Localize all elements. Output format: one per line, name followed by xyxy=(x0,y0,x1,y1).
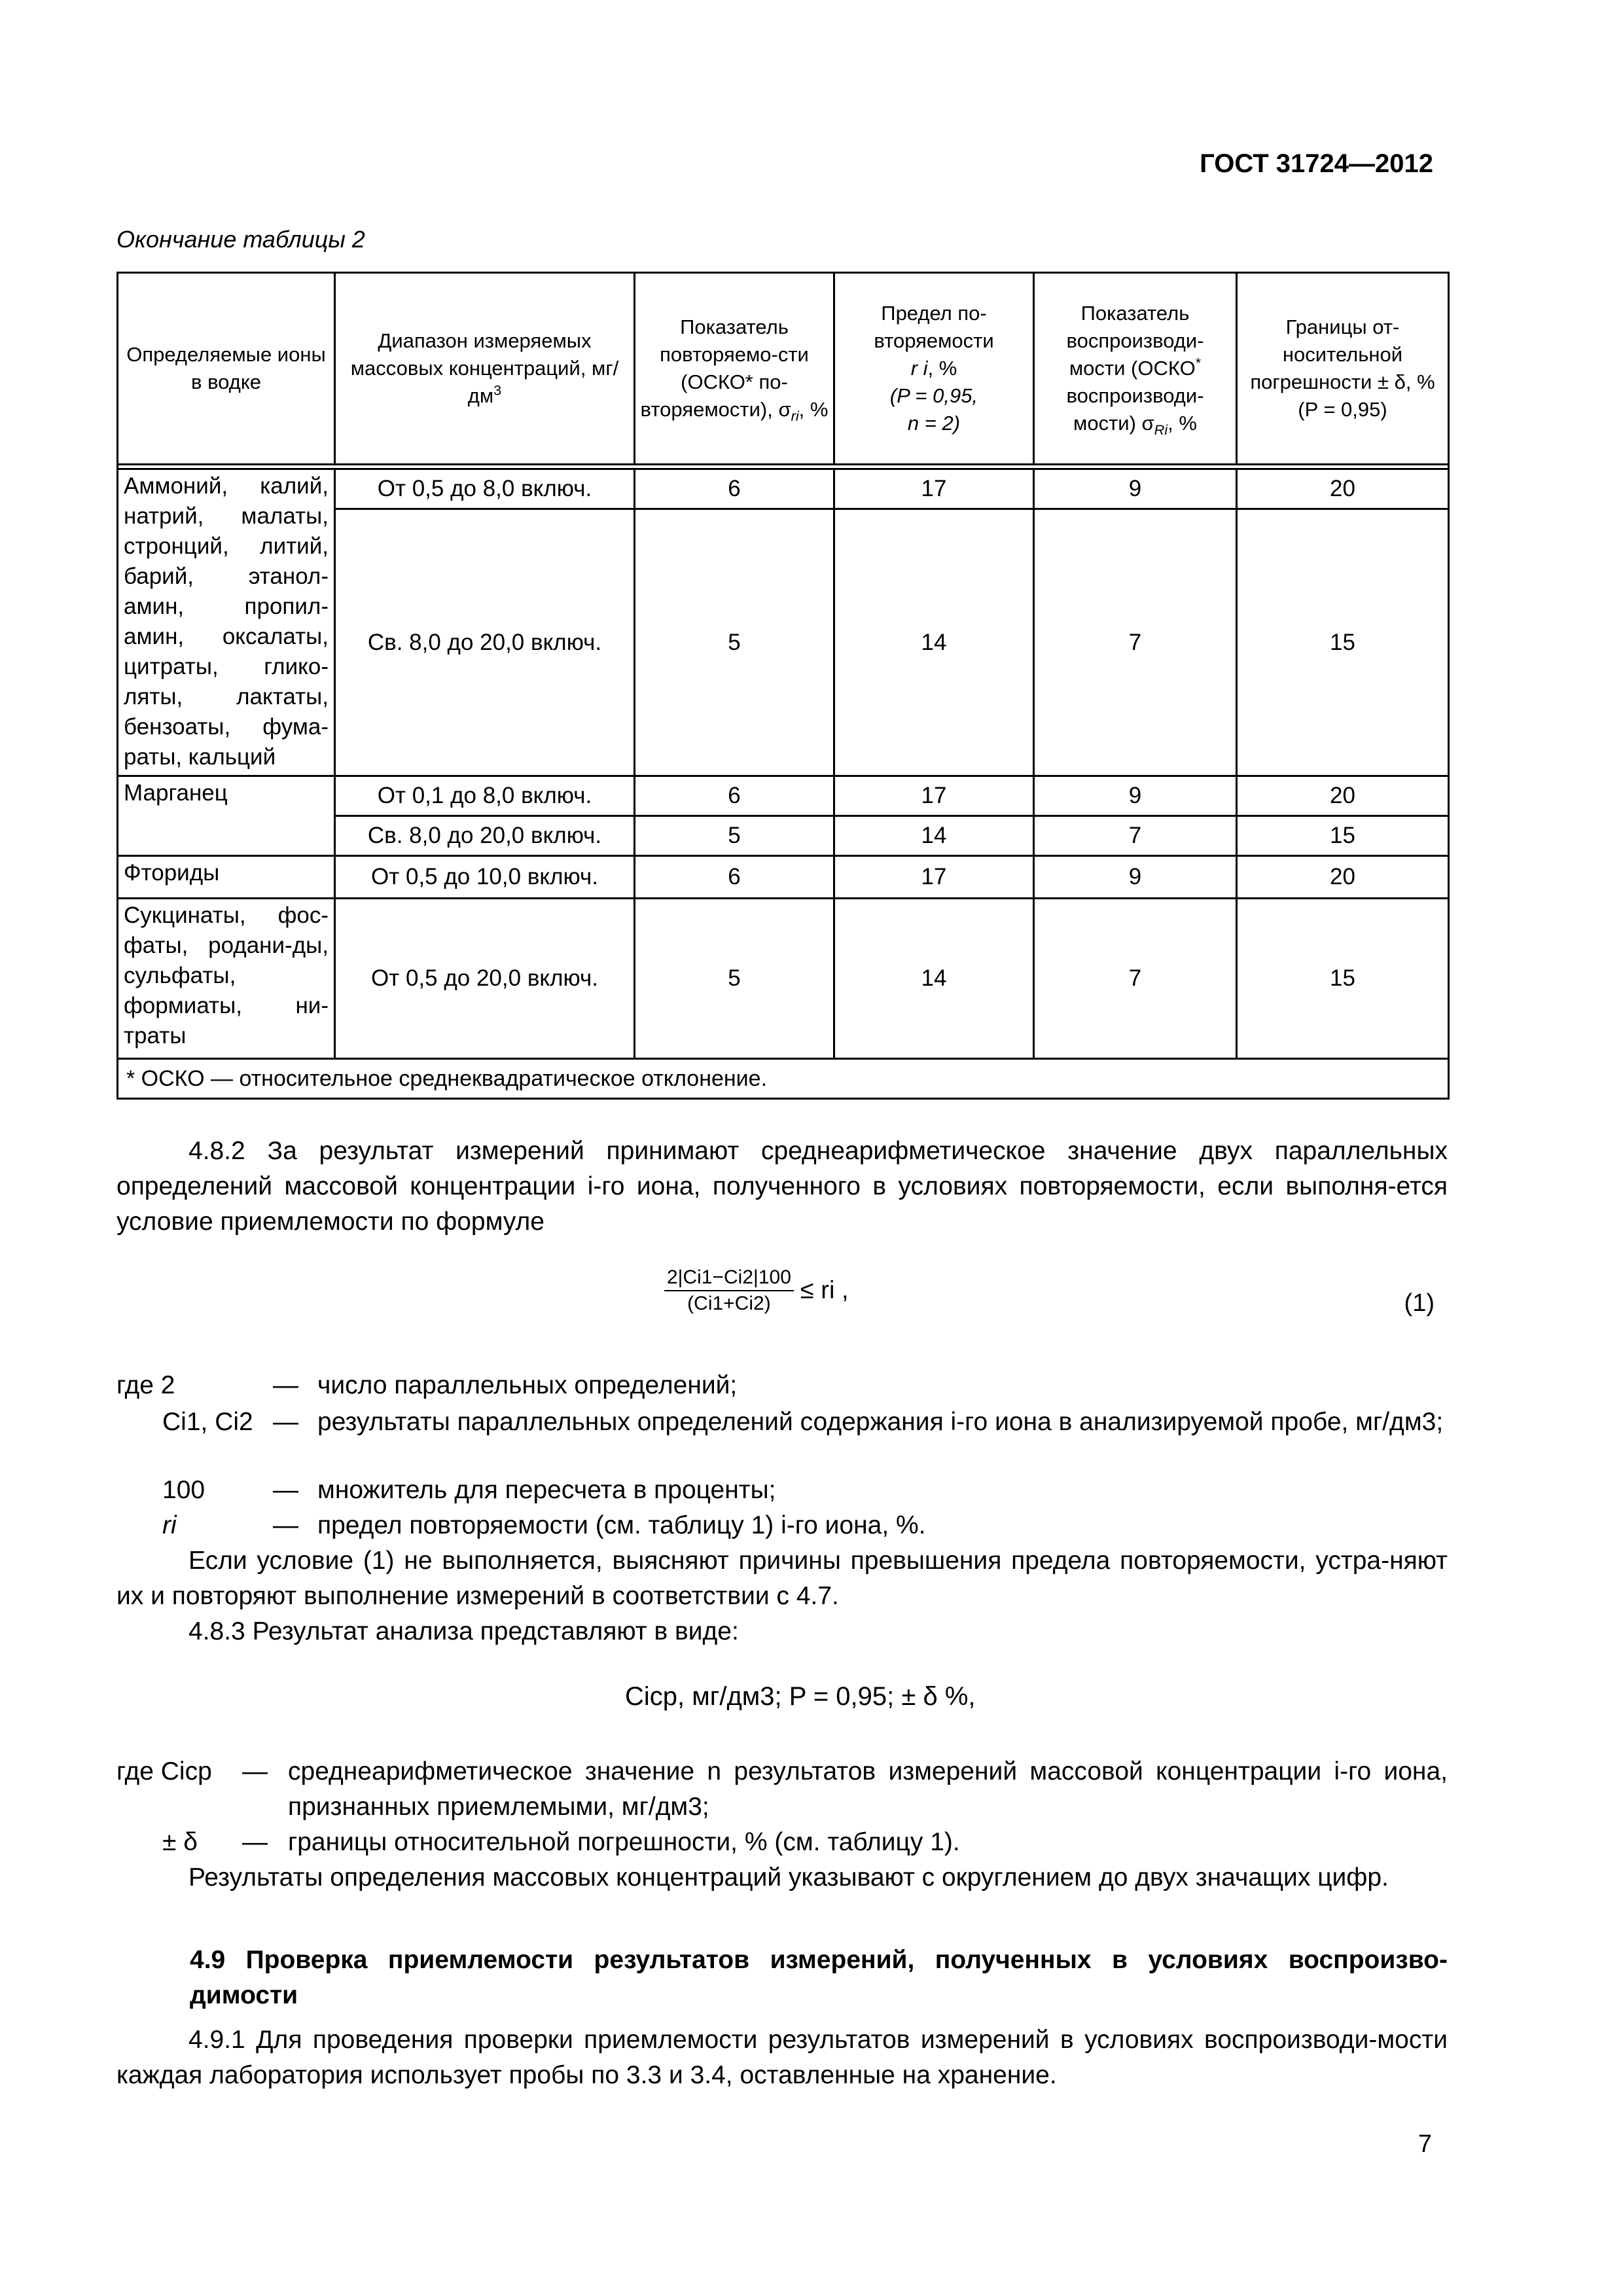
formula-1-rhs: ≤ ri , xyxy=(800,1276,849,1304)
col-header-repeatability-limit: Предел по-вторяемости r i, % (P = 0,95, n = 2) xyxy=(834,273,1034,465)
sR-cell: 9 xyxy=(1034,856,1237,899)
where2-desc-1: границы относительной погрешности, % (см. таблицу 1). xyxy=(288,1828,960,1856)
r-cell: 17 xyxy=(834,856,1034,899)
table-footnote-row xyxy=(118,1059,1449,1099)
sr-cell: 6 xyxy=(635,469,834,509)
paragraph-4-8-3: 4.8.3 Результат анализа представляют в виде: xyxy=(188,1617,739,1645)
document-header: ГОСТ 31724—2012 xyxy=(1200,149,1433,178)
where-dash-0: — xyxy=(273,1371,298,1399)
where2-dash-1: — xyxy=(242,1828,268,1856)
sr-cell: 5 xyxy=(635,899,834,1059)
section-4-9-heading: 4.9 Проверка приемлемости результатов измерений, полученных в условиях воспроизво-димости xyxy=(190,1946,1448,2009)
table-caption: Окончание таблицы 2 xyxy=(116,226,365,253)
ions-cell: Фториды xyxy=(118,856,335,899)
table-footnote: * ОСКО — относительное среднеквадратическое отклонение. xyxy=(118,1059,1449,1099)
col-header-ions: Определяемые ионы в водке xyxy=(118,273,335,465)
where-sym-3: ri xyxy=(162,1511,177,1539)
sR-cell: 9 xyxy=(1034,469,1237,509)
sr-cell: 6 xyxy=(635,856,834,899)
where2-sym-0: где Ciср xyxy=(116,1757,212,1785)
where-dash-2: — xyxy=(273,1476,298,1504)
where2-sym-1: ± δ xyxy=(162,1828,198,1856)
formula-1-denominator: (Ci1+Ci2) xyxy=(687,1293,771,1314)
paragraph-if-not: Если условие (1) не выполняется, выясняют причины превышения предела повторяемости, устра-няют их и повторяют выполнение измерений в соответствии с 4.7. xyxy=(116,1547,1448,1610)
where-desc-1: результаты параллельных определений содержания i-го иона в анализируемой пробе, мг/дм3; xyxy=(317,1408,1444,1436)
formula-2: Ciср, мг/дм3; P = 0,95; ± δ %, xyxy=(625,1682,976,1711)
delta-cell: 15 xyxy=(1237,509,1449,776)
where-sym-0: где 2 xyxy=(116,1371,175,1399)
delta-cell: 20 xyxy=(1237,776,1449,816)
where-dash-3: — xyxy=(273,1511,298,1539)
sR-cell: 9 xyxy=(1034,776,1237,816)
formula-1 xyxy=(664,1266,849,1315)
page-number: 7 xyxy=(1418,2130,1432,2158)
where2-dash-0: — xyxy=(242,1757,268,1785)
delta-cell: 20 xyxy=(1237,856,1449,899)
where-desc-2: множитель для пересчета в проценты; xyxy=(317,1476,776,1504)
sR-cell: 7 xyxy=(1034,899,1237,1059)
sr-cell: 5 xyxy=(635,509,834,776)
range-cell: От 0,5 до 8,0 включ. xyxy=(335,469,635,509)
range-cell: От 0,5 до 10,0 включ. xyxy=(335,856,635,899)
where2-desc-0: среднеарифметическое значение n результатов измерений массовой концентрации i-го иона, признанных приемлемыми, мг/дм3; xyxy=(288,1757,1448,1821)
table-2 xyxy=(116,272,1450,1100)
delta-cell: 20 xyxy=(1237,469,1449,509)
sr-cell: 6 xyxy=(635,776,834,816)
col-header-repeatability-index: Показатель повторяемо-сти (ОСКО* по-вторяемости), $\sigma_{ri}$, % xyxy=(635,273,834,465)
range-cell: Св. 8,0 до 20,0 включ. xyxy=(335,816,635,856)
table-header-row xyxy=(118,273,1449,465)
r-cell: 14 xyxy=(834,899,1034,1059)
delta-cell: 15 xyxy=(1237,816,1449,856)
ions-cell: Марганец xyxy=(118,776,335,856)
sr-cell: 5 xyxy=(635,816,834,856)
sR-cell: 7 xyxy=(1034,509,1237,776)
range-cell: От 0,1 до 8,0 включ. xyxy=(335,776,635,816)
paragraph-4-8-2: 4.8.2 За результат измерений принимают среднеарифметическое значение двух параллельных определений массовой концентрации i-го иона, полученного в условиях повторяемости, если выполня-ется условие приемлемости по формуле xyxy=(116,1137,1448,1236)
where-desc-3: предел повторяемости (см. таблицу 1) i-го иона, %. xyxy=(317,1511,926,1539)
header-separator xyxy=(118,465,1449,469)
where-desc-0: число параллельных определений; xyxy=(317,1371,738,1399)
where-sym-1: Ci1, Ci2 xyxy=(162,1408,253,1436)
table-row xyxy=(118,899,1449,1059)
r-cell: 14 xyxy=(834,816,1034,856)
col-header-error-bounds: Границы от-носительной погрешности ± δ, % (P = 0,95) xyxy=(1237,273,1449,465)
formula-1-number: (1) xyxy=(1404,1289,1435,1317)
formula-1-fraction xyxy=(664,1266,794,1315)
ions-cell: Сукцинаты, фос-фаты, родани-ды, сульфаты, формиаты, ни-траты xyxy=(118,899,335,1059)
sR-cell: 7 xyxy=(1034,816,1237,856)
table-row xyxy=(118,469,1449,509)
table-row xyxy=(118,776,1449,816)
range-cell: Св. 8,0 до 20,0 включ. xyxy=(335,509,635,776)
where-dash-1: — xyxy=(273,1408,298,1436)
paragraph-4-9-1: 4.9.1 Для проведения проверки приемлемости результатов измерений в условиях воспроизводи-мости каждая лаборатория использует пробы по 3.3 и 3.4, оставленные на хранение. xyxy=(116,2026,1448,2089)
col-header-reproducibility-index: Показатель воспроизводи-мости (ОСКО* воспроизводи-мости) $\sigma_{Ri}$, % xyxy=(1034,273,1237,465)
delta-cell: 15 xyxy=(1237,899,1449,1059)
r-cell: 17 xyxy=(834,469,1034,509)
ions-cell: Аммоний, калий, натрий, малаты, стронций, литий, барий, этанол-амин, пропил-амин, оксалаты, цитраты, глико-ляты, лактаты, бензоаты, фума-раты, кальций xyxy=(118,469,335,776)
r-cell: 17 xyxy=(834,776,1034,816)
col-header-range: Диапазон измеряемых массовых концентраций, $мг/дм^3$ xyxy=(335,273,635,465)
r-cell: 14 xyxy=(834,509,1034,776)
range-cell: От 0,5 до 20,0 включ. xyxy=(335,899,635,1059)
paragraph-rounding: Результаты определения массовых концентраций указывают с округлением до двух значащих цифр. xyxy=(188,1863,1389,1892)
where-sym-2: 100 xyxy=(162,1476,205,1504)
formula-1-numerator: 2|Ci1−Ci2|100 xyxy=(664,1266,794,1291)
table-row xyxy=(118,856,1449,899)
